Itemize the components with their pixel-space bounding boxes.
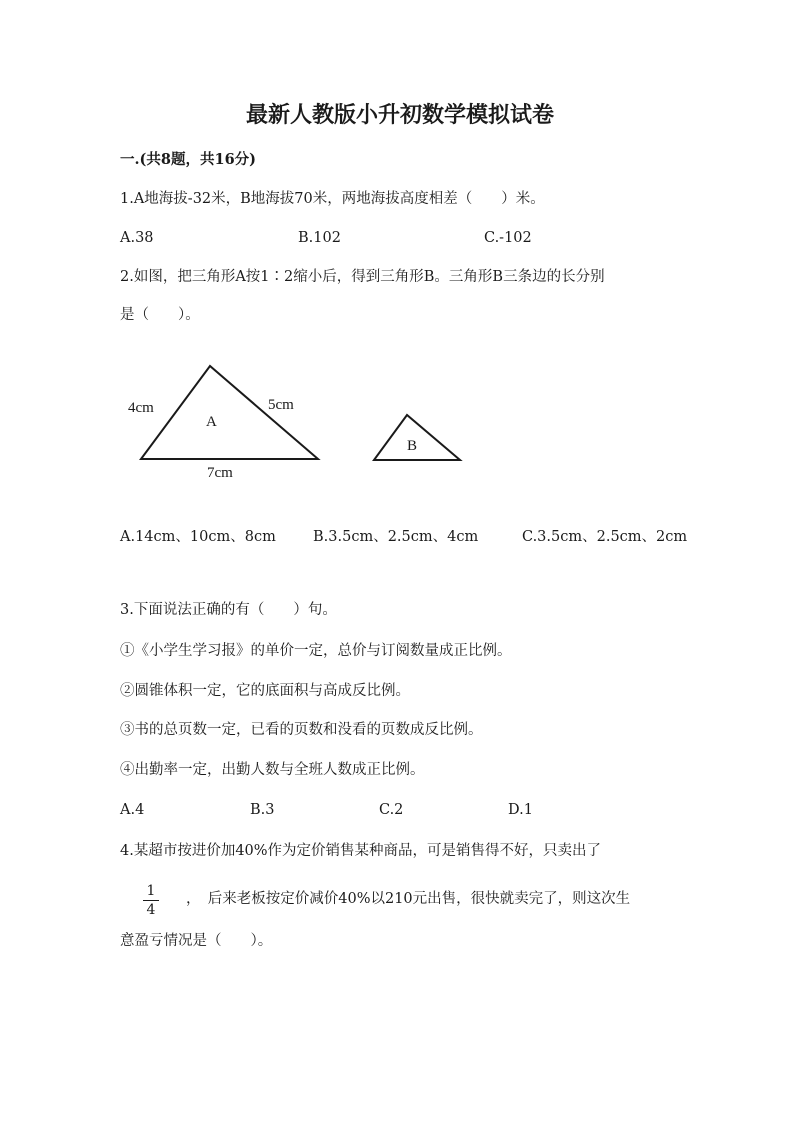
question-4-stem-line-2: ， 后来老板按定价减价40%以210元出售，很快就卖完了，则这次生 — [186, 891, 631, 907]
question-3-statement: ①《小学生学习报》的单价一定，总价与订阅数量成正比例。 — [120, 643, 512, 659]
question-2-stem-line-1: 2.如图，把三角形A按1∶2缩小后，得到三角形B。三角形B三条边的长分别 — [120, 269, 605, 285]
question-1-option-b: B.102 — [298, 230, 341, 246]
question-3-option-d: D.1 — [508, 802, 533, 818]
fraction-one-quarter — [143, 883, 159, 918]
triangle-b-label: B — [407, 438, 418, 454]
triangle-a-label: A — [206, 414, 217, 430]
question-2-option-a: A.14cm、10cm、8cm — [120, 529, 276, 545]
triangle-a-right-side-label: 5cm — [268, 397, 294, 413]
question-2-stem-line-2: 是（ ）。 — [120, 307, 200, 323]
question-3-statement: ③书的总页数一定，已看的页数和没看的页数成反比例。 — [120, 722, 483, 738]
question-1-option-a: A.38 — [120, 230, 154, 246]
question-4-stem-line-3: 意盈亏情况是（ ）。 — [120, 933, 273, 949]
question-2-option-b: B.3.5cm、2.5cm、4cm — [313, 529, 479, 545]
question-1-option-c: C.-102 — [484, 230, 532, 246]
fraction-bar — [143, 900, 159, 901]
question-3-statement: ④出勤率一定，出勤人数与全班人数成正比例。 — [120, 762, 425, 778]
question-3-statement: ②圆锥体积一定，它的底面积与高成反比例。 — [120, 683, 410, 699]
question-3-stem: 3.下面说法正确的有（ ）句。 — [120, 602, 337, 618]
fraction-denominator: 4 — [146, 902, 156, 918]
question-3-option-c: C.2 — [379, 802, 404, 818]
page-title: 最新人教版小升初数学模拟试卷 — [245, 103, 554, 128]
question-3-option-a: A.4 — [120, 802, 145, 818]
question-1-stem: 1.A地海拔-32米，B地海拔70米，两地海拔高度相差（ ）米。 — [120, 191, 545, 207]
section-heading: 一.(共8题，共16分) — [120, 151, 257, 168]
triangle-a-left-side-label: 4cm — [128, 400, 154, 416]
question-2-option-c: C.3.5cm、2.5cm、2cm — [522, 529, 688, 545]
question-3-option-b: B.3 — [250, 802, 275, 818]
question-4-stem-line-1: 4.某超市按进价加40%作为定价销售某种商品，可是销售得不好，只卖出了 — [120, 843, 602, 859]
triangle-a-bottom-side-label: 7cm — [207, 465, 233, 481]
fraction-numerator: 1 — [146, 883, 156, 899]
